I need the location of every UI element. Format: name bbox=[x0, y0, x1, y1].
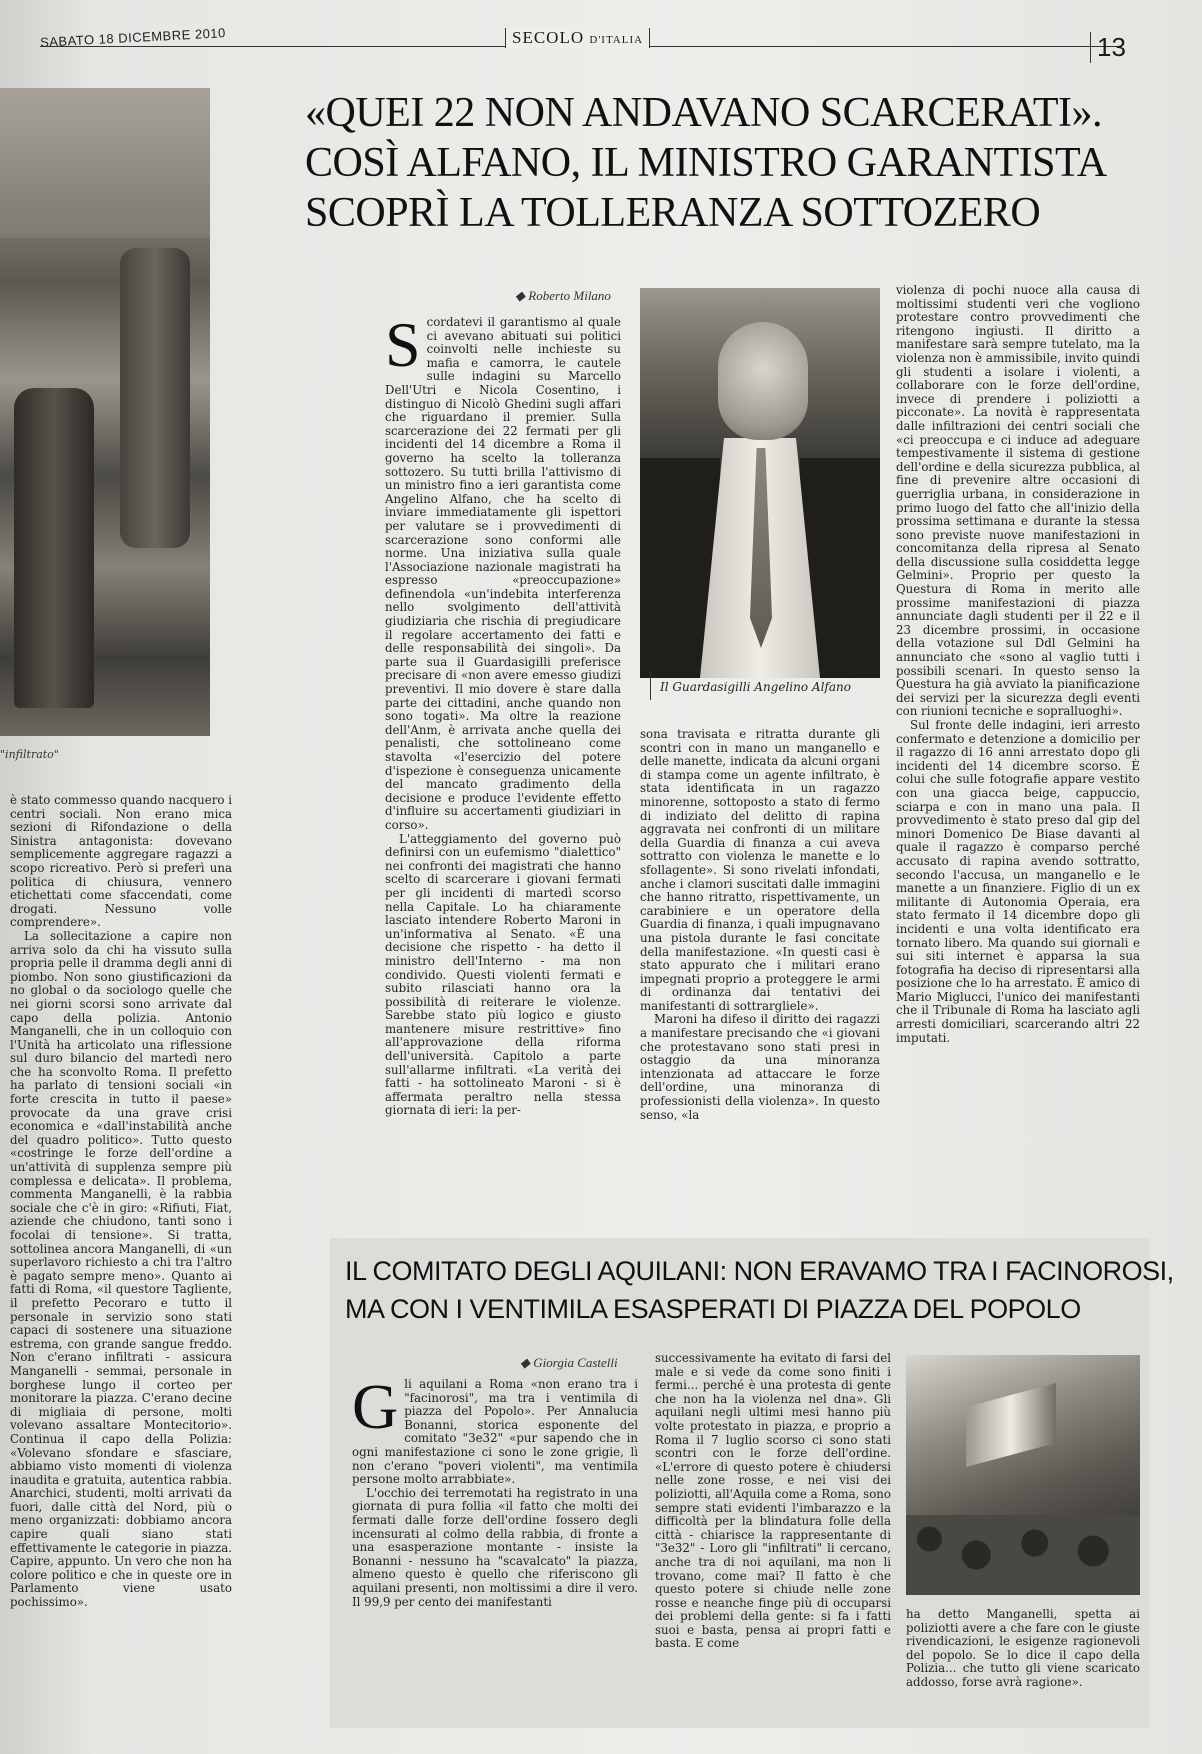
photo-figure-back bbox=[120, 248, 190, 548]
page-number: 13 bbox=[1090, 32, 1126, 63]
photo-street-area bbox=[0, 88, 210, 238]
main-col3-paragraph-2: Sul fronte delle indagini, ieri arresto confermato e detenzione a domicilio per il ragazzo di 16 anni arrestato dopo gli incidenti del 14 dicembre scorso. È colui che sulle fotografie appare vestito con una giacca beige, cappuccio, sciarpa e con in mano una pala. Il provvedimento è stato preso dal gip del minori Domenico De Biase davanti al quale il ragazzo è comparso perché accusato di rapina avendo sottratto, secondo l'accusa, un manganello e le manette a un finanziere. Figlio di un ex militante di Autonomia Operaia, era stato fermato il 14 dicembre dopo gli incidenti e una volta identificato era tornato libero. Ma quando sui giornali e sui siti internet è apparsa la sua fotografia ha deciso di ripresentarsi alla posizione che lo ha arrestato. È amico di Mario Miglucci, l'unico dei manifestanti che il Tribunale di Roma ha lasciato agli arresti domiciliari, scarcerando altri 22 imputati. bbox=[896, 718, 1140, 1045]
boxed-article-title bbox=[345, 1252, 1174, 1328]
side-article-paragraph-2: La sollecitazione a capire non arriva solo da chi ha vissuto sulla propria pelle il dramma degli anni di piombo. Non sono giustificazioni da no global o da sociologo quelle che nei giorni scorsi sono arrivate dal capo della polizia. Antonio Manganelli, che in un colloquio con l'Unità ha articolato una riflessione sul duro bilancio del martedì nero che ha sconvolto Roma. Il prefetto ha parlato di tensioni sociali «in forte crescita in tutto il paese» provocate da una grave crisi economica e «dall'instabilità anche del quadro politico». Tutto questo «costringe le forze dell'ordine a un'attività di supplenza sempre più complessa e delicata». Il problema, commenta Manganelli, è la rabbia sociale che c'è in giro: «Rifiuti, Fiat, aziende che chiudono, tanti sono i focolai di tensione». Si tratta, sottolinea ancora Manganelli, di «un superlavoro richiesto a chi tra l'altro è pagato sempre meno». Quanto ai fatti di Roma, «il questore Tagliente, il prefetto Pecoraro e tutto il personale in servizio sono stati capaci di sostenere una situazione estrema, con grande sangue freddo. Non c'erano infiltrati - assicura Manganelli - semmai, personale in borghese lungo il corteo per monitorare la piazza. C'erano decine di migliaia di persone, molti volevano assaltare Montecitorio». Continua il capo della Polizia: «Volevano sfondare e sfasciare, abbiamo visto momenti di violenza inaudita e gratuita, autentica rabbia. Anarchici, studenti, molti arrivati da fuori, dalle città del Nord, più o meno organizzati: dobbiamo ancora capire quali siano stati effettivamente le categorie in piazza. Capire, appunto. Un vero che non ha colore politico e che in queste ore in Parlamento viene usato pochissimo». bbox=[10, 928, 232, 1610]
boxed-byline-name: Giorgia Castelli bbox=[533, 1355, 618, 1370]
newspaper-name bbox=[505, 28, 650, 48]
boxed-col1-paragraph-2: L'occhio dei terremotati ha registrato in una giornata di pura follia «il fatto che molti dei fermati dalle forze dell'ordine fossero degli incensurati al colmo della rabbia, di fronte a una esasperazione montante - insiste la Bonanni - nessuno ha "scavalcato" la piazza, almeno questo è quello che riferiscono gli aquilani presenti, non moltissimi a dire il vero. Il 99,9 per cento dei manifestanti bbox=[352, 1485, 638, 1609]
headline-line-3: SCOPRÌ LA TOLLERANZA SOTTOZERO bbox=[305, 190, 1041, 236]
boxed-col3-paragraph-1: ha detto Manganelli, spetta ai poliziotti avere a che fare con le giuste rivendicazioni, le esigenze ragionevoli del popolo. Se lo dice il capo della Polizia... che tutto gli viene scaricato addosso, forse avrà ragione». bbox=[906, 1608, 1140, 1689]
photo-figure-front bbox=[14, 388, 94, 708]
main-article-column-3 bbox=[896, 284, 1140, 1184]
boxed-byline: ◆ Giorgia Castelli bbox=[520, 1355, 618, 1370]
main-byline: ◆ Roberto Milano bbox=[515, 288, 611, 303]
main-headline bbox=[305, 88, 1165, 238]
photo-flag bbox=[966, 1383, 1056, 1467]
header-date: SABATO 18 DICEMBRE 2010 bbox=[39, 25, 227, 50]
boxed-title-line-1: IL COMITATO DEGLI AQUILANI: NON ERAVAMO TRA I FACINOROSI, bbox=[345, 1256, 1174, 1286]
main-dropcap: S bbox=[385, 316, 421, 380]
main-article-column-1 bbox=[385, 316, 621, 1226]
main-col2-paragraph-1: sona travisata e ritratta durante gli scontri con in mano un manganello e delle manette, indicata da alcuni organi di stampa come un agente infiltrato, è stata identificata in un ragazzo minorenne, sottoposto a stato di fermo di indiziato del delitto di rapina aggravata nei confronti di un militare della Guardia di finanza a cui aveva sottratto con violenza le manette e lo sfollagente». Si sono rivelati infondati, anche i clamori suscitati dalle immagini che hanno ritratto, rispettivamente, un carabiniere e un operatore della Guardia di finanza, i quali impugnavano una pistola durante le fasi concitate della manifestazione. «In questi casi è stato appurato che i militari erano impegnati proprio a proteggere le armi di ordinanza dai tentativi dei manifestanti di sottrargliele». bbox=[640, 728, 880, 1013]
photo-face bbox=[718, 322, 808, 440]
boxed-col1-paragraph-1: li aquilani a Roma «non erano tra i "facinorosi", ma tra i ventimila di piazza del Popolo». Per Annalucia Bonanni, storica esponente del comitato "3e32" «pur sapendo che in ogni manifestazione ci sono le zone grigie, lì non c'erano "poveri violenti", ma ventimila persone molto arrabbiate». bbox=[352, 1378, 638, 1487]
side-article-column bbox=[10, 794, 232, 1744]
protest-photo-legs bbox=[0, 88, 210, 736]
alfano-portrait-photo bbox=[640, 288, 880, 678]
photo-crowd-heads bbox=[906, 1515, 1140, 1595]
main-col2-paragraph-2: Maroni ha difeso il diritto dei ragazzi a manifestare precisando che «i giovani che protestavano sono stati presi in ostaggio da una minoranza intenzionata ad attaccare le forze dell'ordine, una minoranza di professionisti della violenza». In questo senso, «la bbox=[640, 1012, 880, 1122]
main-article-column-2 bbox=[640, 728, 880, 1226]
aquilani-protest-photo bbox=[906, 1355, 1140, 1595]
main-col3-paragraph-1: violenza di pochi nuoce alla causa di moltissimi studenti veri che vogliono protestare contro provvedimenti che ritengono ingiusti. Il diritto a manifestare sarà sempre tutelato, ma la violenza non è ammissibile, invito quindi gli studenti a isolare i violenti, a collaborare con le forze dell'ordine, invece di prendere i poliziotti a picconate». La novità è rappresentata dalle infiltrazioni dei centri sociali che «ci preoccupa e ci induce ad adeguare tempestivamente il sistema di gestione dell'ordine e della sicurezza pubblica, al fine di prevenire altre occasioni di guerriglia urbana, in considerazione in primo luogo del fatto che all'inizio della prossima settimana e durante la stessa sono previste nuove manifestazioni in concomitanza della ripresa al Senato della discussione sulla cosiddetta legge Gelmini». Proprio per questo la Questura di Roma in merito alle prossime manifestazioni di piazza annunciate dagli studenti per il 22 e il 23 dicembre prossimi, in occasione della votazione sul Ddl Gelmini ha annunciato che «sono al vaglio tutti i possibili scenari. In questo senso la Questura ha già avviato la pianificazione dei servizi per la sicurezza degli eventi con riunioni tecniche e sopralluoghi». bbox=[896, 284, 1140, 719]
boxed-article-column-1 bbox=[352, 1378, 638, 1718]
main-byline-name: Roberto Milano bbox=[528, 288, 611, 303]
boxed-title-line-2: MA CON I VENTIMILA ESASPERATI DI PIAZZA DEL POPOLO bbox=[345, 1294, 1081, 1324]
main-col1-paragraph-1: cordatevi il garantismo al quale ci avevano abituati sui politici coinvolti nelle inchieste su mafia e camorra, le cautele sulle indagini su Marcello Dell'Utri e Nicola Cosentino, i distinguo di Nicolò Ghedini sugli affari che riguardano il premier. Sulla scarcerazione dei 22 fermati per gli incidenti del 14 dicembre a Roma il governo ha scelto la tolleranza sottozero. Su tutti brilla l'attivismo di un ministro fino a ieri garantista come Angelino Alfano, che ha scelto di inviare immediatamente gli ispettori per valutare se i provvedimenti di scarcerazione sono conformi alle norme. Una iniziativa sulla quale l'Associazione nazionale magistrati ha espresso «preoccupazione» definendola «un'indebita interferenza nello svolgimento dell'attività giudiziaria che rischia di pregiudicare il regolare accertamento dei fatti e delle responsabilità dei singoli». Da parte sua il Guardasigilli preferisce precisare di «non avere emesso giudizi preventivi. Il mio dovere è stare dalla parte dei cittadini, anche quando non sono togati». Ma oltre la reazione dell'Anm, è arrivata anche quella dei penalisti, che sottolineano come stavolta «l'esercizio del potere d'ispezione è conseguenza unicamente del mancato gradimento della decisione e produce l'evidente effetto d'influire su accertamenti giudiziari in corso». bbox=[385, 316, 621, 832]
side-article-paragraph-1: è stato commesso quando nacquero i centri sociali. Non erano mica sezioni di Rifondazione o della Sinistra antagonista: dovevano semplicemente aggregare ragazzi a scopo ricreativo. Però si preferì una politica di chiusura, vennero etichettati come sfaccendati, come drogati. Nessuno volle comprendere». bbox=[10, 794, 232, 930]
page-header bbox=[0, 0, 1202, 70]
boxed-article-column-2 bbox=[655, 1352, 891, 1718]
photo-left-caption: "infiltrato" bbox=[0, 748, 59, 761]
alfano-photo-caption: Il Guardasigilli Angelino Alfano bbox=[660, 680, 851, 694]
main-col1-paragraph-2: L'atteggiamento del governo può definirsi con un eufemismo "dialettico" nei confronti dei magistrati che hanno scelto di scarcerare i giovani fermati per gli incidenti di martedì scorso nella Capitale. Lo ha chiaramente lasciato intendere Roberto Maroni in un'informativa al Senato. «È una decisione che rispetto - ha detto il ministro dell'Interno - ma non condivido. Questi violenti fermati e subito rilasciati hanno ora la possibilità di reiterare le violenze. Sarebbe stato più logico e giusto mantenere misure restrittive» fino all'approvazione della riforma dell'università. Capitolo a parte sull'allarme infiltrati. «La verità dei fatti - ha sottolineato Maroni - si è affermata peraltro nella stessa giornata di ieri: la per- bbox=[385, 831, 621, 1118]
photo-caption-rule bbox=[650, 670, 651, 700]
headline-line-1: «QUEI 22 NON ANDAVANO SCARCERATI». bbox=[305, 90, 1103, 136]
newspaper-name-main: SECOLO bbox=[512, 28, 585, 47]
boxed-col2-paragraph-1: successivamente ha evitato di farsi del male e si vede da come sono finiti i fermi... perché è una protesta di gente che non ha la violenza nel dna». Gli aquilani negli ultimi mesi hanno più volte protestato in piazza, e proprio a Roma il 7 luglio scorso ci sono stati scontri con le forze dell'ordine. «L'errore di questo potere è chiudersi nelle zone rosse, e nei visi dei poliziotti, all'Aquila come a Roma, sono sempre stati evidenti l'imbarazzo e la difficoltà per la blindatura folle della città - chiarisce la rappresentante di "3e32" - Loro gli "infiltrati" li cercano, anche tra di noi aquilani, ma non li trovano, come mai? Il fatto è che questo potere si chiude nelle zone rosse e neanche finge più di occuparsi dei problemi della gente: si fa i fatti suoi e basta, pensa ai propri fatti e basta. E come bbox=[655, 1352, 891, 1651]
boxed-dropcap: G bbox=[352, 1378, 399, 1442]
boxed-article-column-3 bbox=[906, 1608, 1140, 1718]
headline-line-2: COSÌ ALFANO, IL MINISTRO GARANTISTA bbox=[305, 140, 1107, 186]
newspaper-name-suffix: D'ITALIA bbox=[589, 34, 644, 46]
